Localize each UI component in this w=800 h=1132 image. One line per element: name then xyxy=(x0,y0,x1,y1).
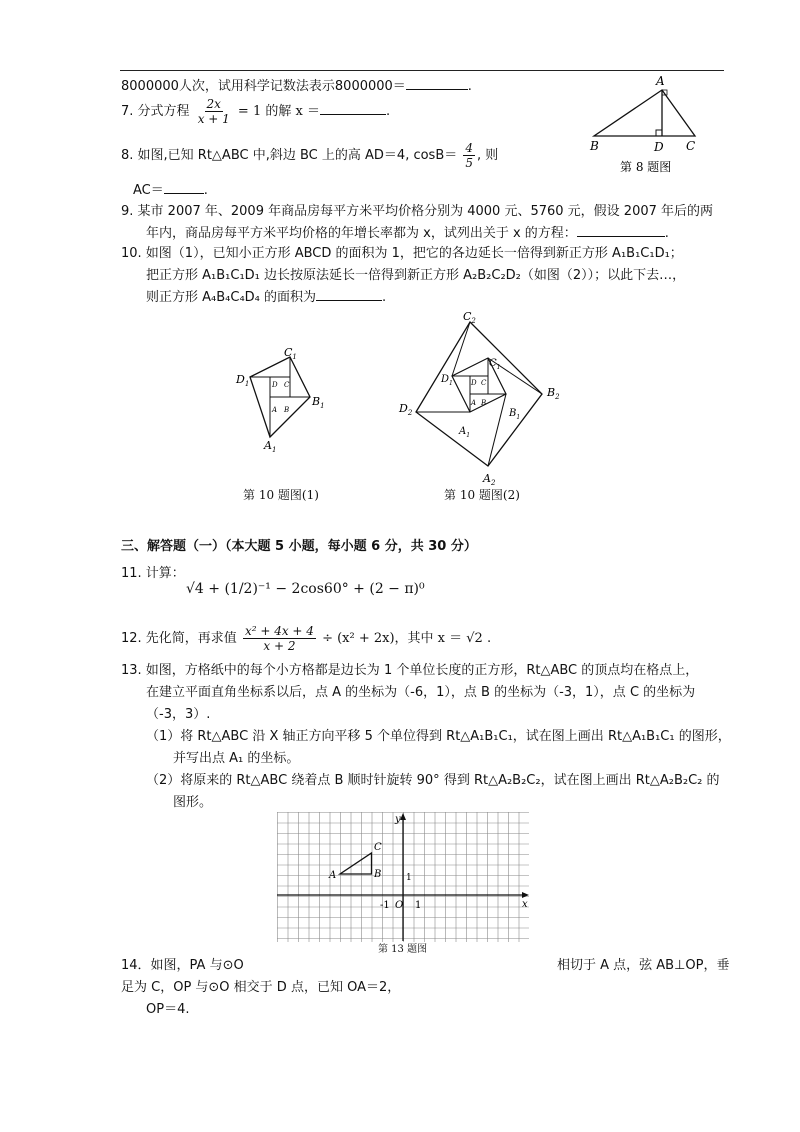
figure-10-2 xyxy=(395,308,570,488)
fig10-1-label: $C_1$ xyxy=(284,346,297,361)
fig10-1-label: B xyxy=(284,406,290,414)
question-13-line4: （1）将 Rt△ABC 沿 X 轴正方向平移 5 个单位得到 Rt△A₁B₁C₁，试在图上画出 Rt△A₁B₁C₁ 的图形， xyxy=(146,729,731,744)
q6-tail: 8000000人次，试用科学记数法表示8000000＝ . xyxy=(121,79,472,94)
question-8-line2: AC＝ . xyxy=(133,183,208,198)
fig13-label-B: B xyxy=(374,869,382,880)
question-10-line2: 把正方形 A₁B₁C₁D₁ 边长按原法延长一倍得到新正方形 A₂B₂C₂D₂（如图（2））；以此下去…， xyxy=(146,268,686,283)
top-rule xyxy=(120,70,724,71)
question-11-expression: √4 + (1/2)⁻¹ − 2cos60° + (2 − π)⁰ xyxy=(186,581,425,597)
figure-8 xyxy=(580,72,710,177)
fig13-label-C: C xyxy=(374,842,382,853)
fig10-2-label: $D_2$ xyxy=(399,402,413,417)
fig10-2-label: B xyxy=(481,399,487,407)
answer-blank[interactable] xyxy=(577,224,665,237)
fig10-2-label: $A_2$ xyxy=(483,472,496,487)
question-13-line1: 13. 如图，方格纸中的每个小方格都是边长为 1 个单位长度的正方形，Rt△ABC 的顶点均在格点上， xyxy=(121,663,699,678)
question-14-line2: 足为 C，OP 与⊙O 相交于 D 点，已知 OA＝2， xyxy=(121,980,401,995)
question-10-line1: 10. 如图（1），已知小正方形 ABCD 的面积为 1，把它的各边延长一倍得到新正方形 A₁B₁C₁D₁； xyxy=(121,246,683,261)
question-7: 7. 分式方程 $\frac{2x}{x + 1}$ = 1 的解 x ＝ . xyxy=(121,97,391,126)
question-13-line2: 在建立平面直角坐标系以后，点 A 的坐标为（-6，1），点 B 的坐标为（-3，1），点 C 的坐标为 xyxy=(146,685,696,700)
section-3-heading: 三、解答题（一）（本大题 5 小题，每小题 6 分，共 30 分） xyxy=(121,539,477,554)
q7-fraction: $\frac{2x}{x + 1}$ xyxy=(197,97,230,126)
fig10-2-label: $B_2$ xyxy=(547,386,560,401)
fig10-2-label: $D_1$ xyxy=(441,374,453,387)
question-9-line1: 9. 某市 2007 年、2009 年商品房每平方米平均价格分别为 4000 元、5760 元，假设 2007 年后的两 xyxy=(121,204,714,219)
fig13-label-1y: 1 xyxy=(406,873,412,883)
question-10-line3: 则正方形 A₄B₄C₄D₄ 的面积为 . xyxy=(146,290,387,305)
fig10-1-label: $B_1$ xyxy=(312,395,325,410)
figure-10-1 xyxy=(228,345,338,455)
fig10-1-label: D xyxy=(272,381,278,389)
question-9-line2: 年内，商品房每平方米平均价格的年增长率都为 x，试列出关于 x 的方程： . xyxy=(146,226,669,241)
fig10-caption-1: 第 10 题图(1) xyxy=(243,488,319,502)
question-13-line7: 图形。 xyxy=(173,795,213,810)
q12-fraction: $\frac{\text{x² + 4x + 4}}{x + 2}$ xyxy=(244,624,314,653)
triangle-ABC xyxy=(340,853,372,874)
fig10-2-label: $A_1$ xyxy=(459,426,471,439)
fig13-label-y: y xyxy=(395,814,401,825)
question-14-line1b: 相切于 A 点，弦 AB⊥OP，垂 xyxy=(557,958,730,973)
fig10-2-label: A xyxy=(471,399,477,407)
fig10-1-label: $D_1$ xyxy=(236,373,250,388)
fig10-1-label: $A_1$ xyxy=(264,439,277,454)
answer-blank[interactable] xyxy=(320,102,386,115)
fig13-label-A: A xyxy=(329,870,337,881)
answer-blank[interactable] xyxy=(164,181,204,194)
fig8-label-D: D xyxy=(654,140,664,154)
question-8: 8. 如图,已知 Rt△ABC 中,斜边 BC 上的高 AD＝4, cosB＝ $\frac{4}{5}$ , 则 xyxy=(121,141,499,170)
fig13-label-O: O xyxy=(395,900,404,911)
fig10-2-label: $C_1$ xyxy=(489,358,501,371)
q8-fraction: $\frac{4}{5}$ xyxy=(465,141,474,170)
fig8-label-C: C xyxy=(686,139,696,153)
fig13-label-x: x xyxy=(522,899,528,910)
question-11: 11. 计算： xyxy=(121,566,185,581)
fig13-label-minus1: -1 xyxy=(380,900,390,911)
fig10-2-label: $B_1$ xyxy=(509,408,521,421)
fig8-caption: 第 8 题图 xyxy=(620,160,672,174)
fig10-2-label: C xyxy=(481,379,487,387)
question-14-line1a: 14．如图，PA 与⊙O xyxy=(121,958,244,973)
fig13-label-1x: 1 xyxy=(415,900,422,911)
fig8-label-B: B xyxy=(590,139,599,153)
question-14-line3: OP＝4. xyxy=(146,1002,190,1017)
answer-blank[interactable] xyxy=(406,77,468,90)
fig10-1-label: C xyxy=(284,381,290,389)
fig10-2-label: D xyxy=(471,379,477,387)
fig10-caption-2: 第 10 题图(2) xyxy=(444,488,520,502)
question-13-line3: （-3，3）. xyxy=(146,707,211,722)
question-12: 12. 先化简，再求值 $\frac{\text{x² + 4x + 4}}{x + 2}$ ÷ (x² + 2x)，其中 x ＝ √2 . xyxy=(121,624,492,653)
fig8-label-A: A xyxy=(656,74,665,88)
fig13-caption: 第 13 题图 xyxy=(378,944,428,955)
answer-blank[interactable] xyxy=(316,288,382,301)
question-13-line5: 并写出点 A₁ 的坐标。 xyxy=(173,751,300,766)
question-13-line6: （2）将原来的 Rt△ABC 绕着点 B 顺时针旋转 90° 得到 Rt△A₂B₂C₂，试在图上画出 Rt△A₂B₂C₂ 的 xyxy=(146,773,720,788)
fig10-2-label: $C_2$ xyxy=(463,310,476,325)
figure-13-grid xyxy=(277,812,532,942)
fig10-1-label: A xyxy=(272,406,278,414)
